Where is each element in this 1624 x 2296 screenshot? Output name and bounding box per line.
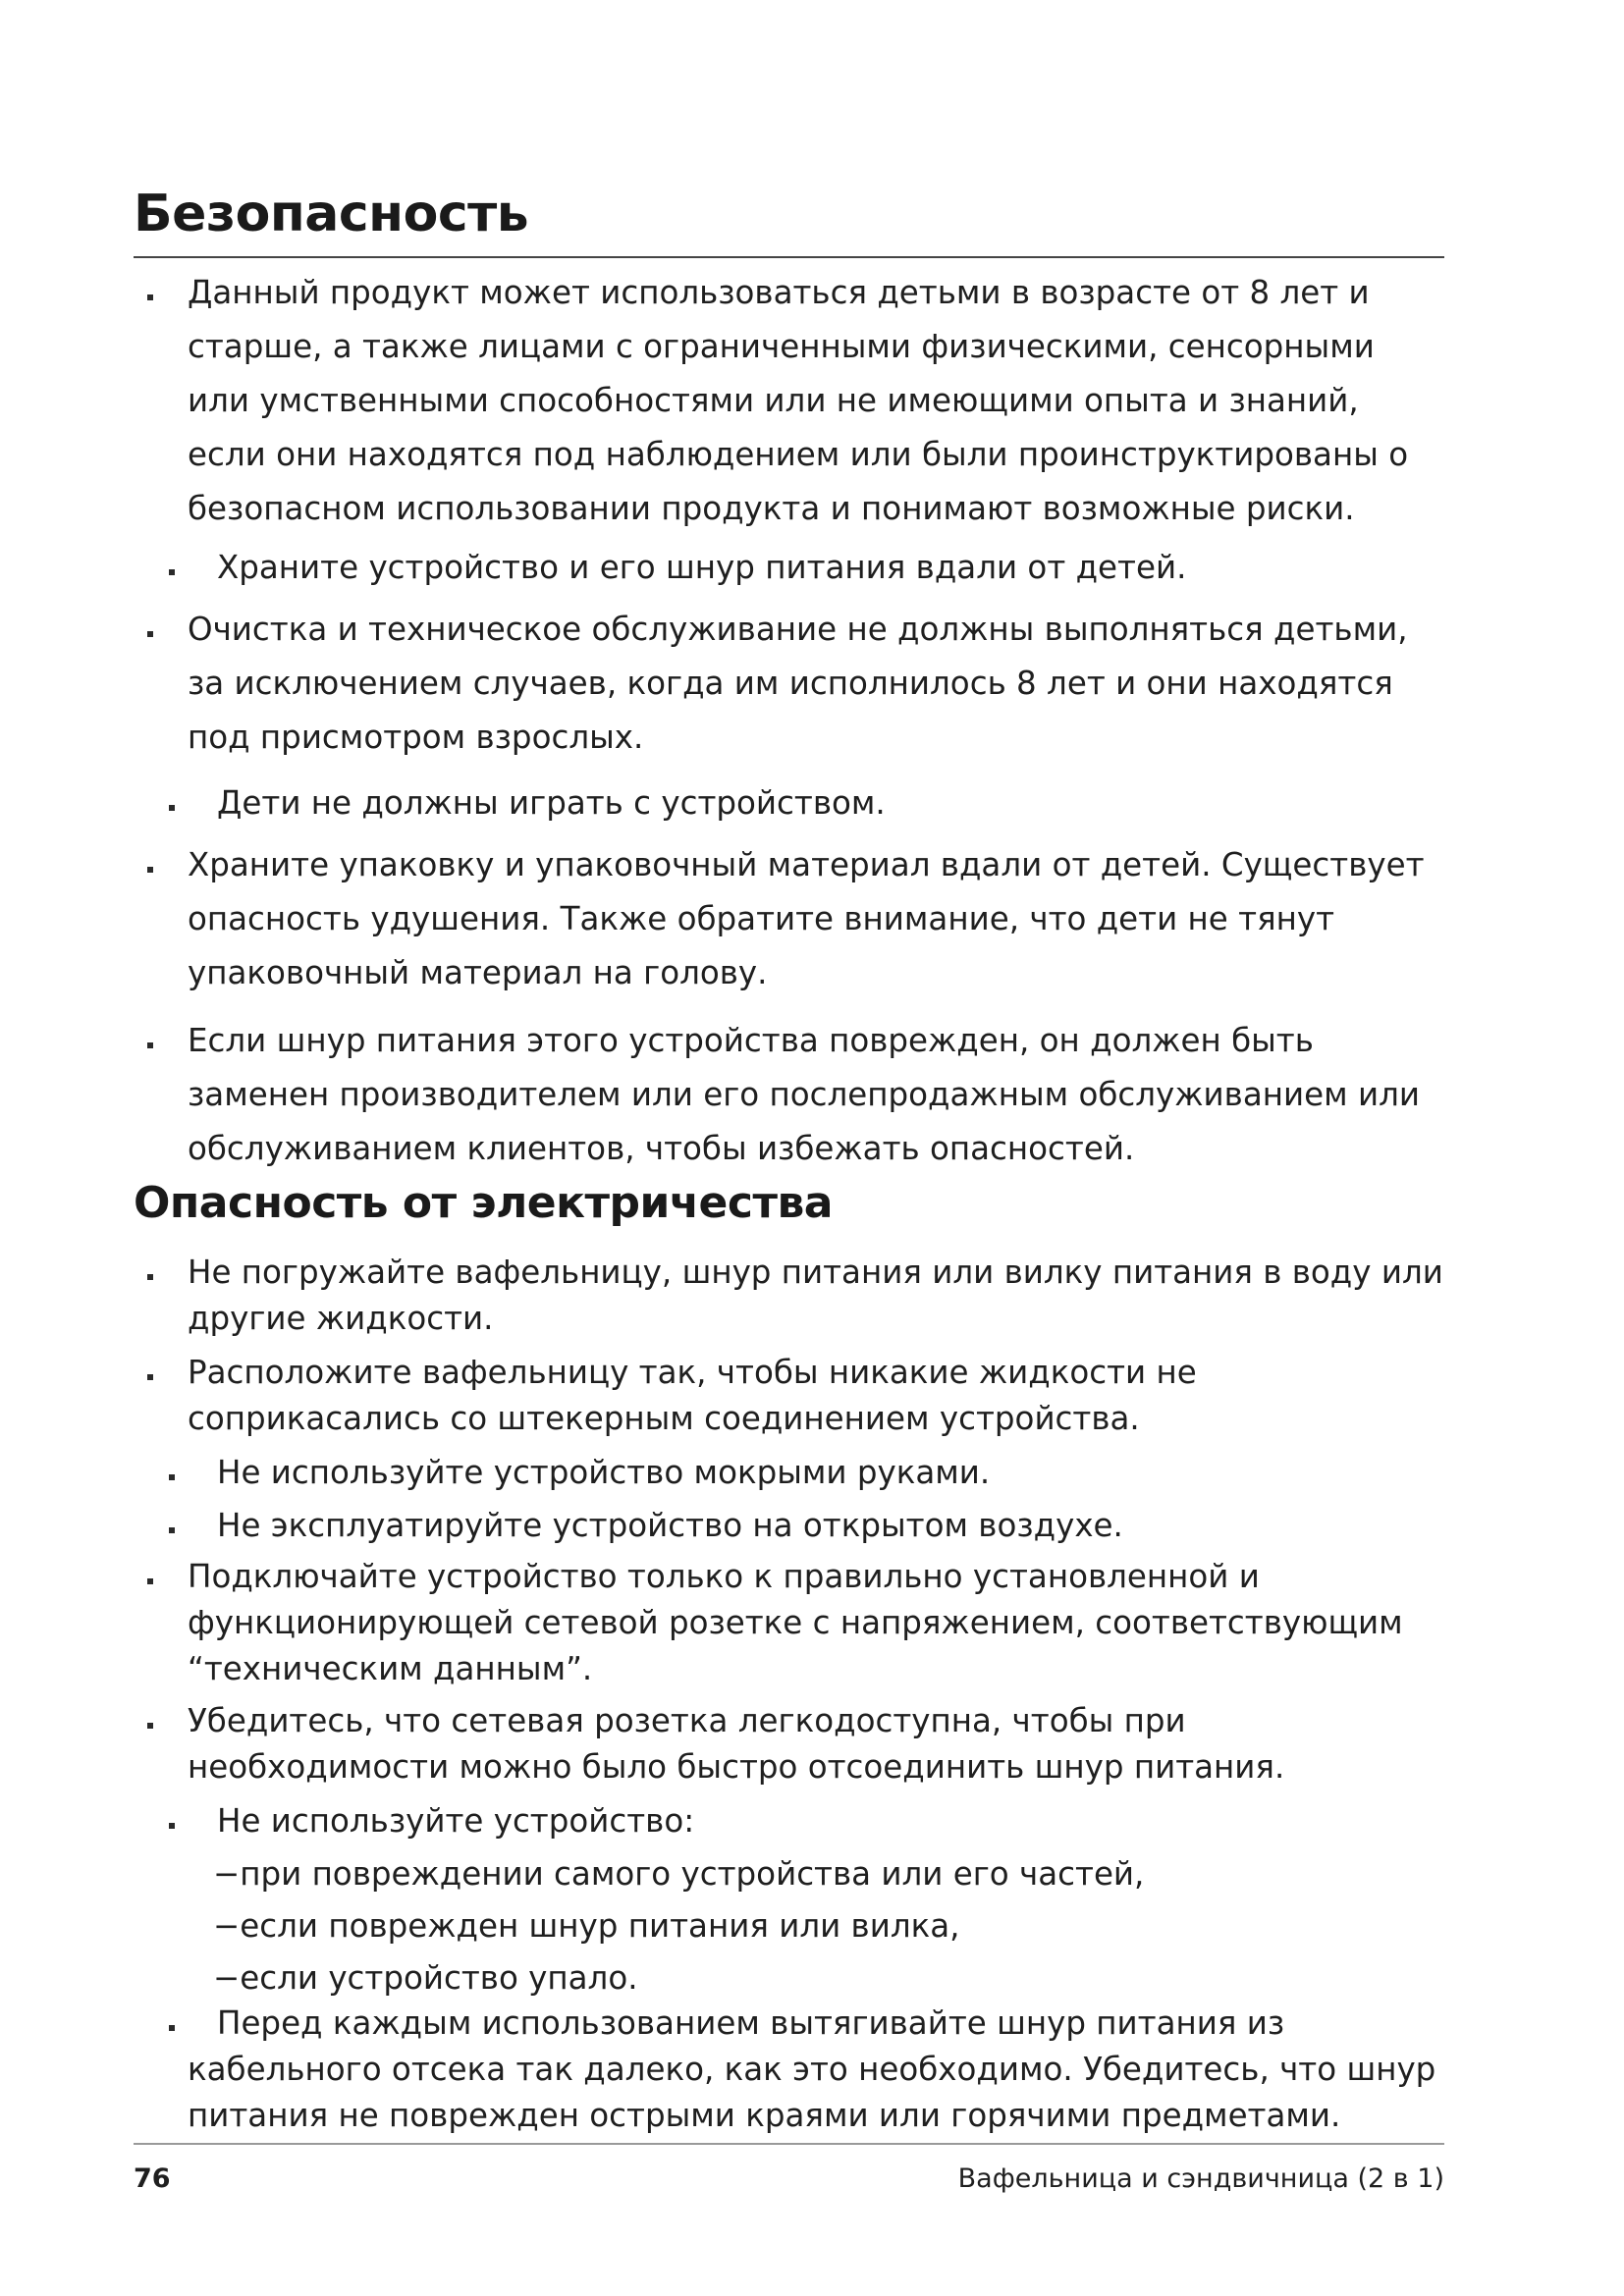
bullet-marker [147, 867, 153, 873]
dash-subitem-3: −если устройство упало. [213, 1959, 638, 1997]
bullet-marker [169, 2025, 175, 2031]
title-underline [134, 256, 1444, 258]
footer-divider [134, 2143, 1444, 2145]
electric-item-7: Не используйте устройство: [217, 1802, 695, 1840]
bullet-marker [147, 1042, 153, 1048]
electric-item-8: Перед каждым использованием вытягивайте шнур питания из кабельного отсека так далеко, как это необходимо. Убедитесь, что шнур питания не поврежден острыми краями или горячими предметами. [188, 2004, 1436, 2134]
bullet-marker [147, 1578, 153, 1584]
safety-item-2: Храните устройство и его шнур питания вдали от детей. [217, 549, 1187, 586]
bullet-marker [169, 1474, 175, 1480]
electric-item-5: Подключайте устройство только к правильно установленной и функционирующей сетевой розетке с напряжением, соответствующим “техническим данным”. [188, 1558, 1403, 1687]
bullet-marker [169, 1527, 175, 1533]
electric-item-1: Не погружайте вафельницу, шнур питания или вилку питания в воду или другие жидкости. [188, 1254, 1443, 1337]
footer-title: Вафельница и сэндвичница (2 в 1) [957, 2163, 1444, 2194]
bullet-marker [147, 1723, 153, 1729]
safety-item-4: Дети не должны играть с устройством. [217, 784, 886, 822]
safety-item-1: Данный продукт может использоваться детьми в возрасте от 8 лет и старше, а также лицами с ограниченными физическими, сенсорными или умственными способностями или не имеющими опыта и знаний, если они находятся под наблюдением или были проинструктированы о безопасном использовании продукта и понимают возможные риски. [188, 274, 1409, 527]
bullet-marker [169, 569, 175, 575]
page-number: 76 [134, 2163, 171, 2194]
electric-item-3: Не используйте устройство мокрыми руками. [217, 1454, 991, 1491]
bullet-marker [147, 1374, 153, 1380]
bullet-marker [169, 805, 175, 811]
safety-item-5: Храните упаковку и упаковочный материал вдали от детей. Существует опасность удушения. Также обратите внимание, что дети не тянут упаковочный материал на голову. [188, 846, 1425, 991]
dash-subitem-2: −если поврежден шнур питания или вилка, [213, 1907, 960, 1945]
electric-item-2: Расположите вафельницу так, чтобы никакие жидкости не соприкасались со штекерным соединением устройства. [188, 1354, 1197, 1437]
bullet-marker [147, 1274, 153, 1280]
bullet-marker [147, 294, 153, 300]
electric-item-4: Не эксплуатируйте устройство на открытом воздухе. [217, 1507, 1123, 1544]
section-title-safety: Безопасность [134, 185, 529, 243]
section-title-electric: Опасность от электричества [134, 1178, 833, 1228]
electric-item-6: Убедитесь, что сетевая розетка легкодоступна, чтобы при необходимости можно было быстро отсоединить шнур питания. [188, 1702, 1285, 1786]
dash-subitem-1: −при повреждении самого устройства или его частей, [213, 1855, 1145, 1893]
safety-item-6: Если шнур питания этого устройства поврежден, он должен быть заменен производителем или его послепродажным обслуживанием или обслуживанием клиентов, чтобы избежать опасностей. [188, 1022, 1420, 1167]
bullet-marker [169, 1823, 175, 1829]
safety-item-3: Очистка и техническое обслуживание не должны выполняться детьми, за исключением случаев, когда им исполнилось 8 лет и они находятся под присмотром взрослых. [188, 611, 1408, 756]
bullet-marker [147, 631, 153, 637]
